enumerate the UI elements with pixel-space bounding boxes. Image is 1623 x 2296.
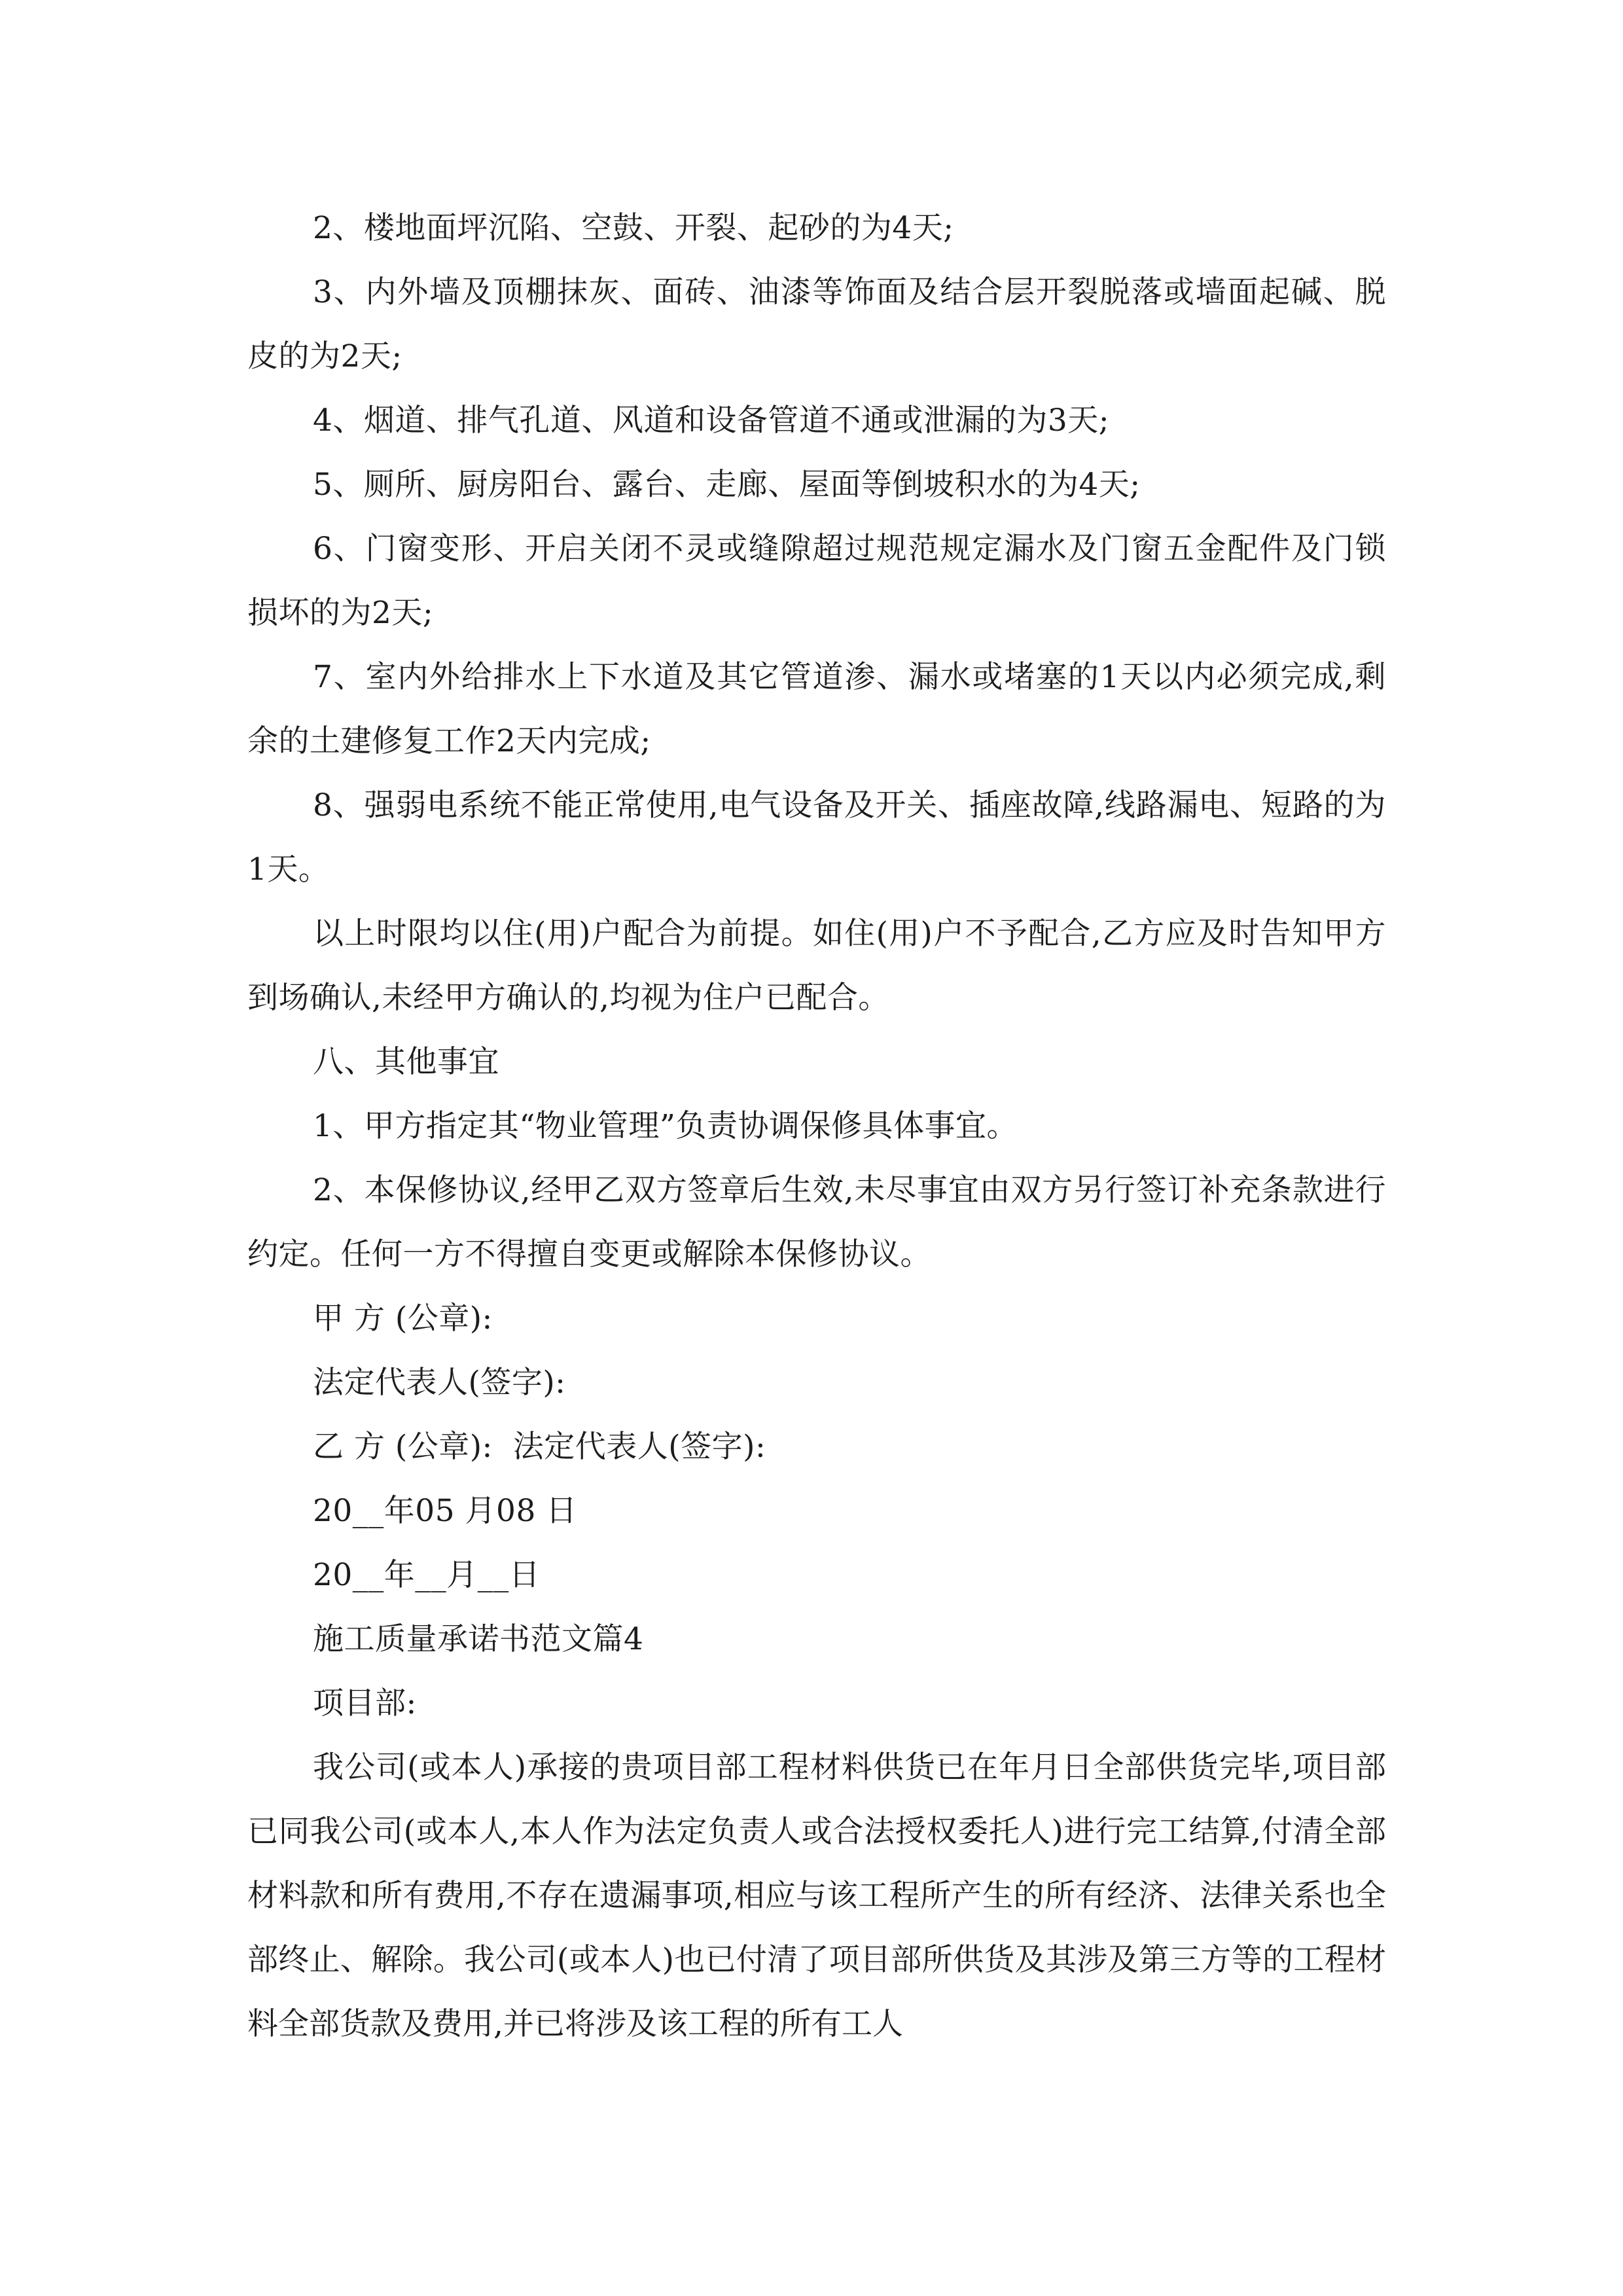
paragraph-item-2-floor: 2、楼地面坪沉陷、空鼓、开裂、起砂的为4天; <box>313 210 954 246</box>
signature-date-2: 20__年__月__日 <box>313 1557 541 1593</box>
signature-legal-rep-a: 法定代表人(签字): <box>313 1365 566 1401</box>
paragraph-item-4-flues: 4、烟道、排气孔道、风道和设备管道不通或泄漏的为3天; <box>313 403 1110 439</box>
paragraph-item-3-walls: 3、内外墙及顶棚抹灰、面砖、油漆等饰面及结合层开裂脱落或墙面起碱、脱皮的为2天; <box>247 274 1386 374</box>
paragraph-item-5-drainage: 5、厕所、厨房阳台、露台、走廊、屋面等倒坡积水的为4天; <box>313 467 1141 503</box>
section-title-commitment-4: 施工质量承诺书范文篇4 <box>313 1621 644 1657</box>
paragraph-other-2: 2、本保修协议,经甲乙双方签章后生效,未尽事宜由双方另行签订补充条款进行约定。任何一方不得擅自变更或解除本保修协议。 <box>247 1172 1386 1272</box>
paragraph-commitment-body: 我公司(或本人)承接的贵项目部工程材料供货已在年月日全部供货完毕,项目部已同我公司(或本人,本人作为法定负责人或合法授权委托人)进行完工结算,付清全部材料款和所有费用,不存在遗漏事项,相应与该工程所产生的所有经济、法律关系也全部终止、解除。我公司(或本人)也已付清了项目部所供货及其涉及第三方等的工程材料全部货款及费用,并已将涉及该工程的所有工人 <box>247 1749 1386 2042</box>
paragraph-time-limit-note: 以上时限均以住(用)户配合为前提。如住(用)户不予配合,乙方应及时告知甲方到场确认,未经甲方确认的,均视为住户已配合。 <box>247 916 1386 1016</box>
addressee-project-dept: 项目部: <box>313 1685 417 1721</box>
signature-party-a: 甲 方 (公章): <box>313 1300 493 1336</box>
paragraph-other-1: 1、甲方指定其“物业管理”负责协调保修具体事宜。 <box>313 1108 1018 1144</box>
paragraph-item-6-windows: 6、门窗变形、开启关闭不灵或缝隙超过规范规定漏水及门窗五金配件及门锁损坏的为2天; <box>247 531 1386 631</box>
document-page <box>247 196 1386 2056</box>
signature-party-b: 乙 方 (公章): 法定代表人(签字): <box>313 1429 766 1465</box>
signature-date-1: 20__年05 月08 日 <box>313 1493 577 1529</box>
section-heading-other-matters: 八、其他事宜 <box>313 1044 499 1080</box>
paragraph-item-8-electrical: 8、强弱电系统不能正常使用,电气设备及开关、插座故障,线路漏电、短路的为1天。 <box>247 787 1386 888</box>
paragraph-item-7-plumbing: 7、室内外给排水上下水道及其它管道渗、漏水或堵塞的1天以内必须完成,剩余的土建修复工作2天内完成; <box>247 659 1386 759</box>
